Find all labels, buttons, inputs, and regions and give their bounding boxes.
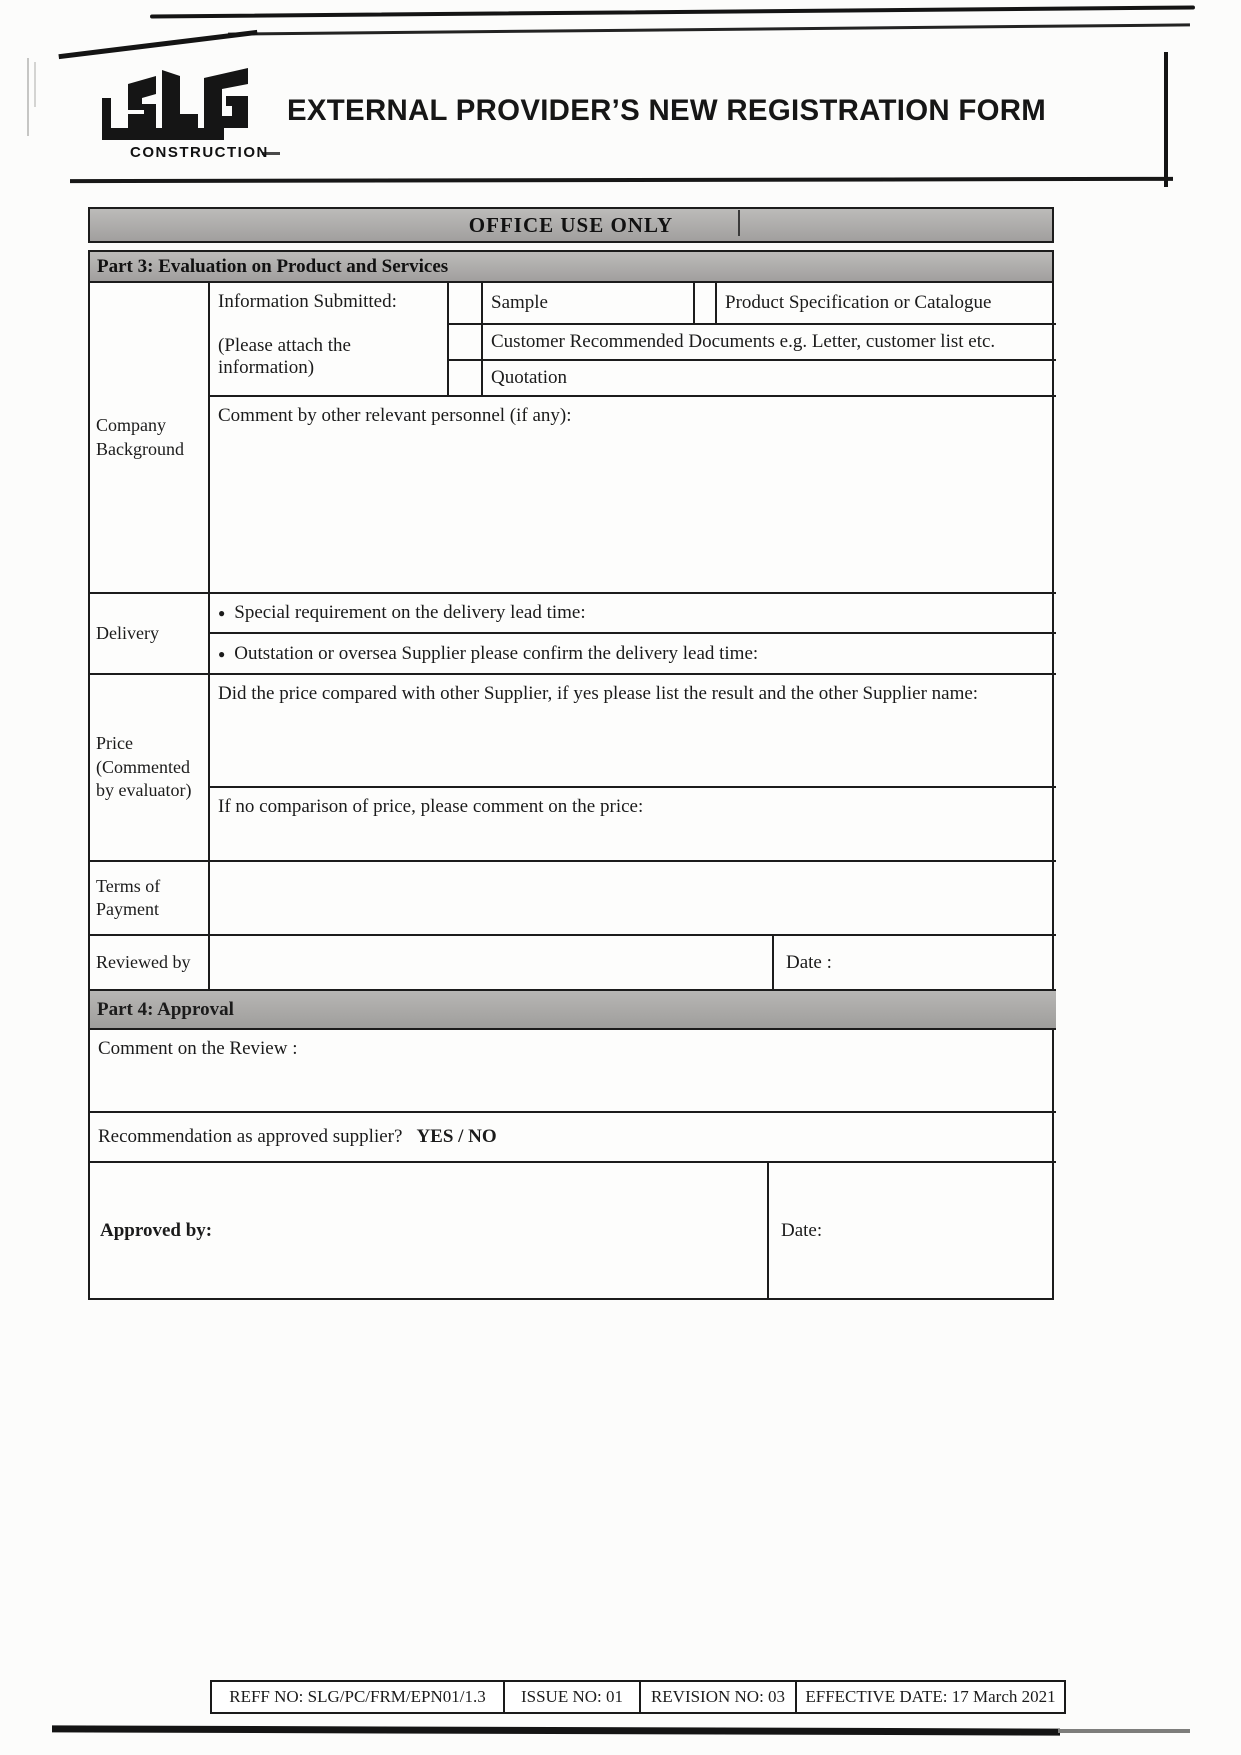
price-no-compare-question: If no comparison of price, please comment on the price: [218, 796, 644, 817]
option-product-spec-label: Product Specification or Catalogue [717, 283, 1056, 325]
option-sample-label: Sample [483, 283, 695, 325]
bullet-icon: ● [218, 606, 226, 620]
personnel-comment-area[interactable] [210, 397, 1056, 594]
option-customer-docs-label: Customer Recommended Documents e.g. Letter, customer list etc. [483, 325, 1056, 361]
part3-heading: Part 3: Evaluation on Product and Services [88, 250, 1054, 283]
form-title: EXTERNAL PROVIDER’S NEW REGISTRATION FORM [287, 94, 1047, 127]
scan-artifact-bottom-line [52, 1725, 1060, 1735]
scan-artifact-diagonal [58, 30, 257, 59]
office-use-only-banner: OFFICE USE ONLY [88, 207, 1054, 243]
revision-no: REVISION NO: 03 [641, 1682, 797, 1712]
review-comment-label: Comment on the Review : [98, 1038, 298, 1059]
information-submitted-note: (Please attach the information) [218, 335, 351, 378]
scan-artifact-banner-tick [738, 210, 740, 236]
recommendation-row[interactable] [90, 1113, 1056, 1163]
option-quotation-label: Quotation [483, 361, 1056, 397]
scan-artifact-bottom-line-2 [1058, 1729, 1190, 1733]
recommendation-question: Recommendation as approved supplier? [98, 1126, 403, 1147]
sample-checkbox[interactable] [449, 283, 483, 325]
scan-artifact-right-edge [1164, 52, 1168, 187]
special-requirement-label: Special requirement on the delivery lead time: [234, 602, 586, 623]
special-requirement-field[interactable] [210, 594, 1056, 634]
scan-artifact-top-line [150, 5, 1195, 18]
scan-artifact-left-edge [27, 58, 29, 136]
approved-date-label: Date: [781, 1219, 823, 1241]
issue-no: ISSUE NO: 01 [505, 1682, 641, 1712]
part4-heading: Part 4: Approval [90, 991, 1056, 1030]
quotation-checkbox[interactable] [449, 361, 483, 397]
scan-artifact-top-line-2 [228, 23, 1190, 35]
recommendation-options: YES / NO [416, 1126, 497, 1147]
information-submitted-cell [210, 283, 449, 397]
reviewed-by-signature-field[interactable] [210, 936, 772, 989]
terms-of-payment-label: Terms of Payment [90, 862, 210, 936]
outstation-field[interactable] [210, 634, 1056, 675]
logo-subtext: CONSTRUCTION [130, 144, 269, 161]
scan-artifact-left-edge-2 [34, 62, 36, 107]
customer-docs-checkbox[interactable] [449, 325, 483, 361]
review-comment-area[interactable] [90, 1030, 1056, 1113]
reviewed-by-row [210, 936, 1056, 991]
approved-by-signature-field[interactable] [90, 1163, 767, 1298]
approved-by-label: Approved by: [100, 1219, 213, 1241]
reviewed-date-field[interactable] [772, 936, 1056, 989]
price-compare-question: Did the price compared with other Supplier, if yes please list the result and the other Supplier name: [218, 683, 979, 704]
approved-by-row [90, 1163, 1056, 1298]
information-submitted-label: Information Submitted: [218, 291, 397, 312]
reviewed-by-label: Reviewed by [90, 936, 210, 991]
price-compare-field[interactable] [210, 675, 1056, 788]
reff-no: REFF NO: SLG/PC/FRM/EPN01/1.3 [212, 1682, 505, 1712]
personnel-comment-label: Comment by other relevant personnel (if any): [218, 405, 572, 426]
company-background-label: Company Background [90, 283, 210, 594]
outstation-label: Outstation or oversea Supplier please confirm the delivery lead time: [234, 642, 759, 664]
delivery-label: Delivery [90, 594, 210, 675]
bullet-icon: ● [218, 646, 226, 661]
header-rule [70, 177, 1173, 183]
terms-of-payment-field[interactable] [210, 862, 1056, 936]
price-label: Price (Commented by evaluator) [90, 675, 210, 862]
price-no-compare-field[interactable] [210, 788, 1056, 862]
effective-date: EFFECTIVE DATE: 17 March 2021 [805, 1687, 1056, 1706]
reviewed-date-label: Date : [786, 951, 832, 973]
product-spec-checkbox[interactable] [695, 283, 717, 325]
approved-date-field[interactable] [767, 1163, 1056, 1298]
document-control-strip [210, 1680, 1066, 1714]
evaluation-table [88, 283, 1054, 1300]
